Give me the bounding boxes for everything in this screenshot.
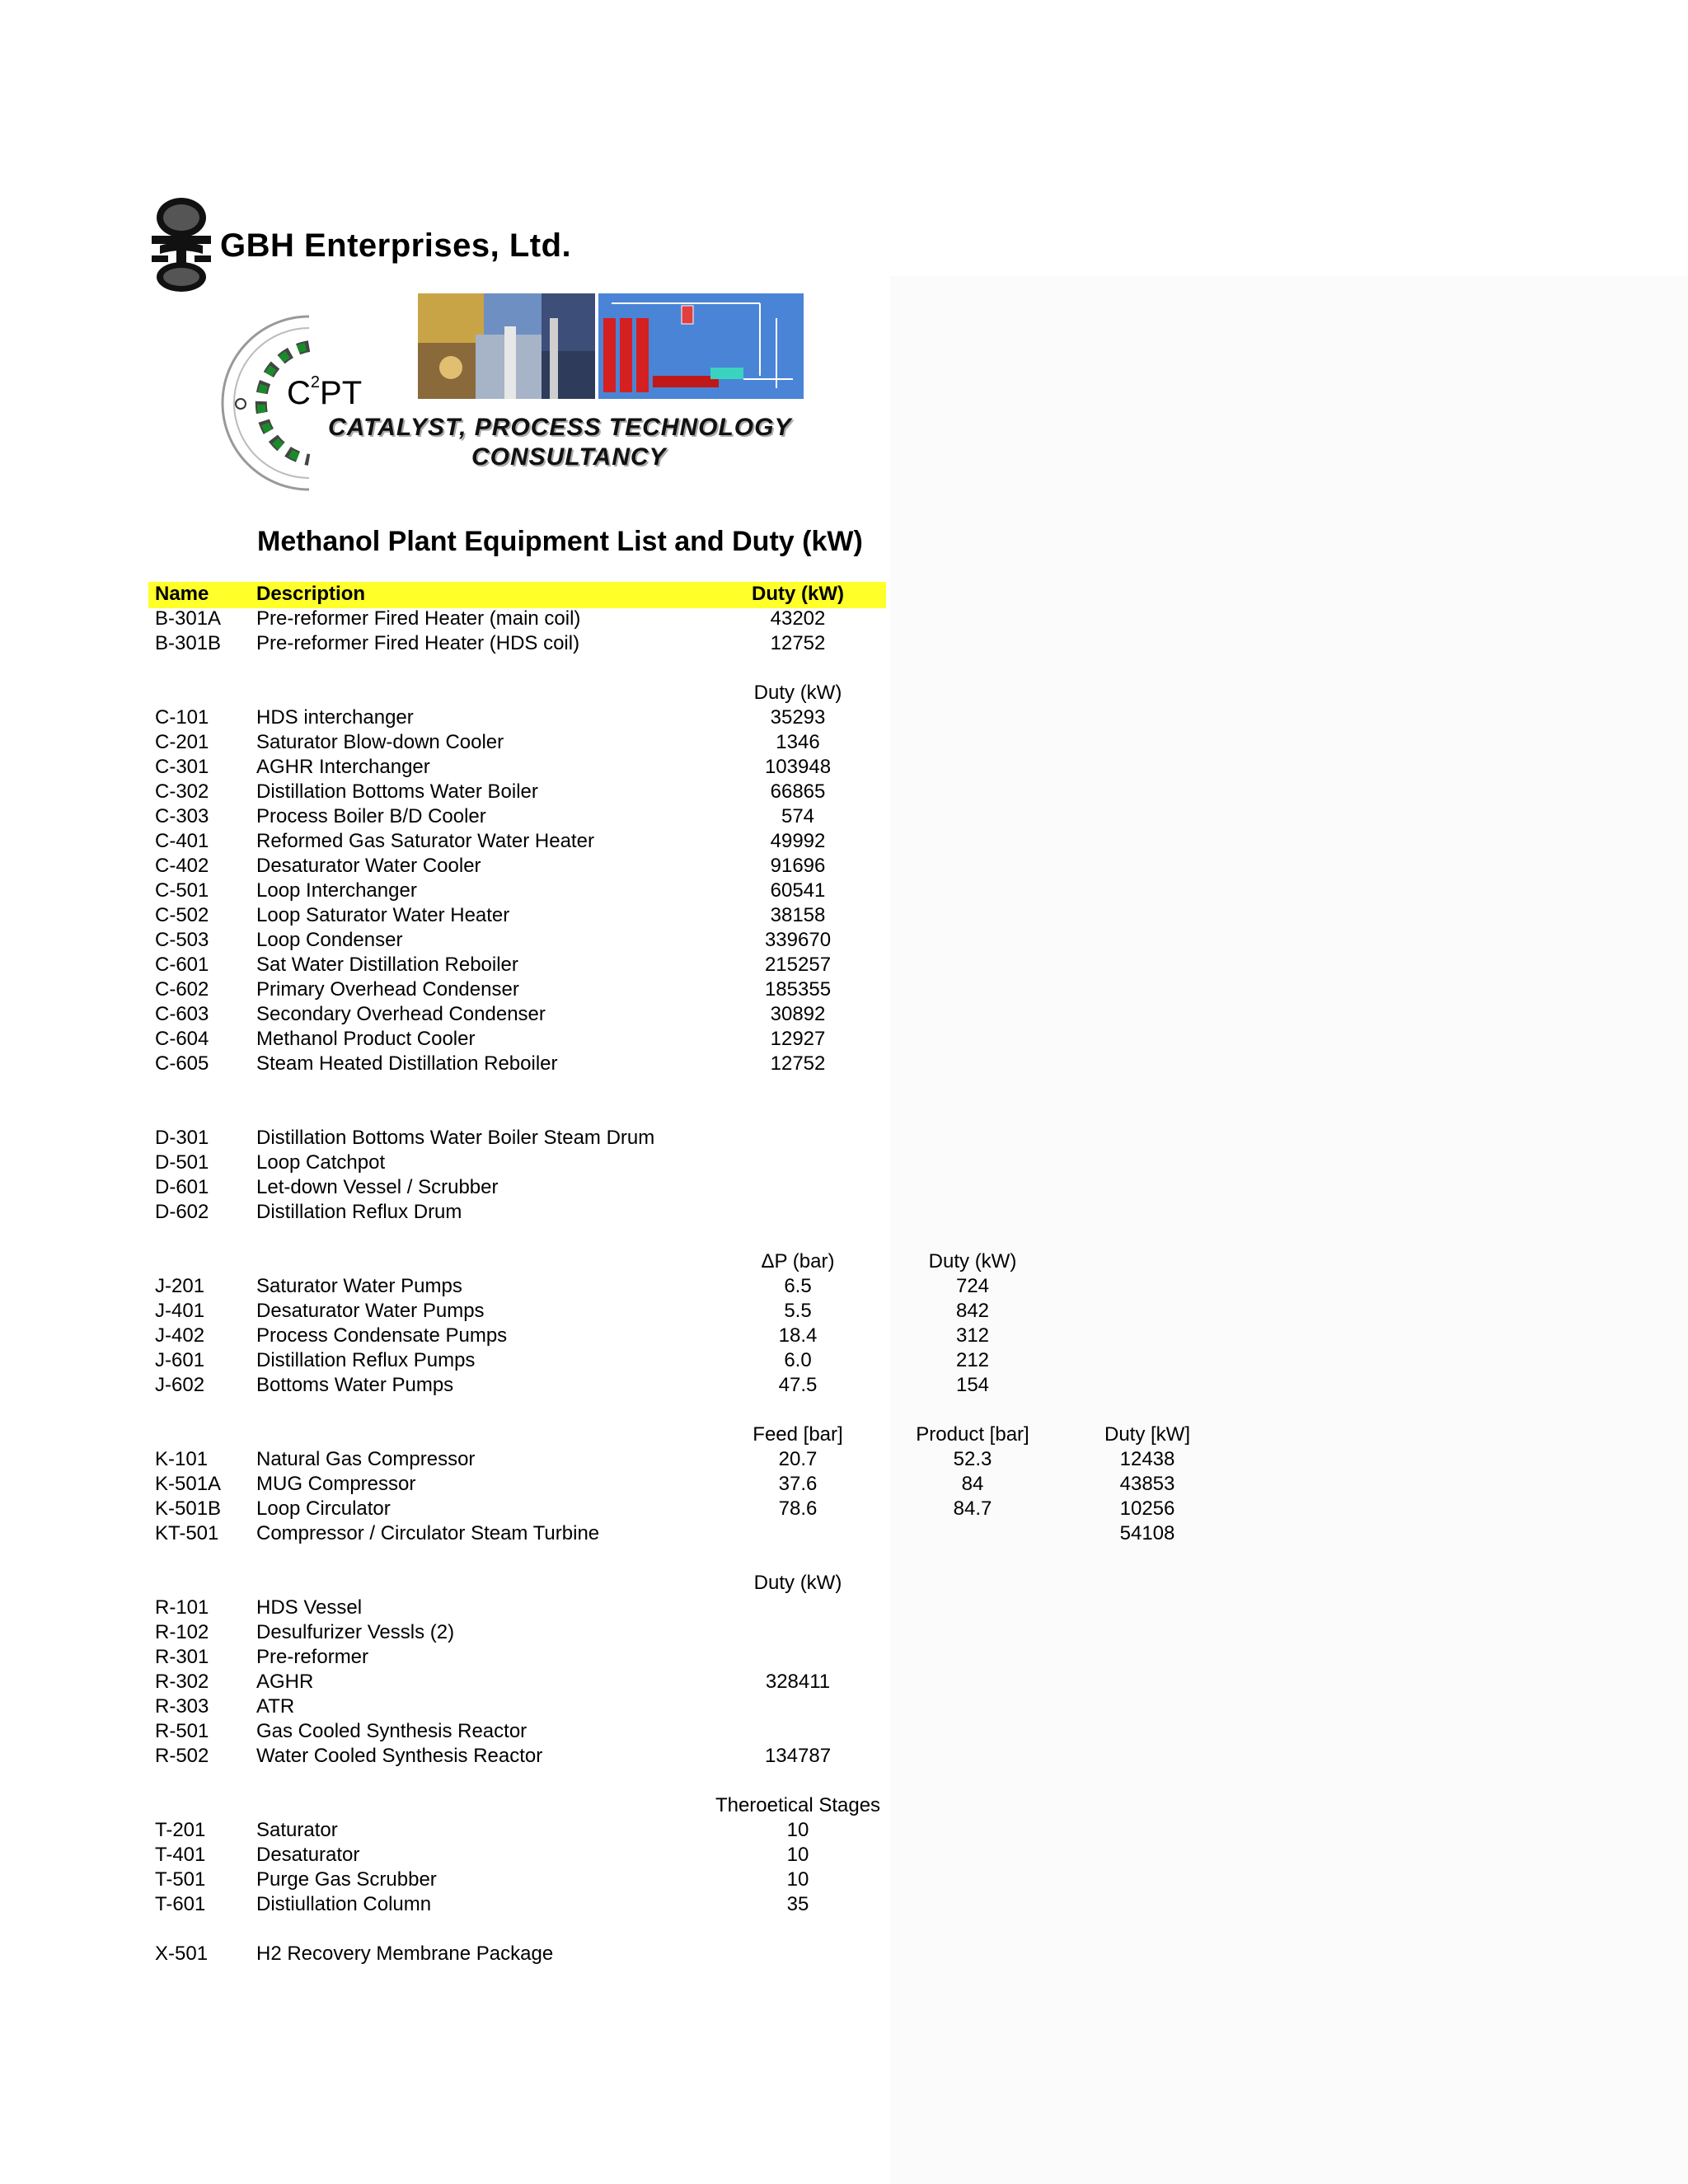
table-row-stages: 35 [786,1893,809,1915]
table-row-duty: 134787 [764,1745,832,1767]
process-schematic-image [595,293,804,399]
section-k-product-header: Product [bar] [916,1423,1029,1446]
table-row-feed: 37.6 [778,1473,818,1495]
section-j-duty-header: Duty (kW) [928,1250,1017,1272]
table-row-stages: 10 [786,1844,809,1866]
table-row-description: H2 Recovery Membrane Package [256,1943,554,1965]
table-row-name: D-301 [155,1127,209,1149]
table-row-duty: 54108 [1119,1522,1175,1544]
table-row-stages: 10 [786,1819,809,1841]
table-row-name: D-501 [155,1151,209,1174]
table-row-name: J-201 [155,1275,205,1297]
table-row-duty: 10256 [1119,1497,1175,1520]
table-row-name: C-401 [155,830,209,852]
table-row-name: B-301A [155,607,222,630]
table-row-feed: 78.6 [778,1497,818,1520]
table-row-feed: 20.7 [778,1448,818,1470]
table-row-description: MUG Compressor [256,1473,416,1495]
table-row-name: C-602 [155,978,209,1001]
table-row-description: Loop Circulator [256,1497,391,1520]
section-k-duty-header: Duty [kW] [1104,1423,1190,1446]
table-row-description: AGHR [256,1671,314,1693]
table-row-duty: 215257 [764,954,832,976]
table-row-duty: 60541 [770,879,826,902]
table-row-description: Distillation Bottoms Water Boiler Steam Drum [256,1127,655,1149]
table-row-duty: 12752 [770,1052,826,1075]
table-row-description: Loop Saturator Water Heater [256,904,510,926]
table-row-name: K-501A [155,1473,222,1495]
table-row-duty: 574 [781,805,815,827]
section-j-pressure-header: ΔP (bar) [761,1250,835,1272]
table-row-description: Sat Water Distillation Reboiler [256,954,518,976]
table-row-name: T-601 [155,1893,206,1915]
table-row-pressure: 47.5 [778,1374,818,1396]
table-row-name: J-402 [155,1324,205,1347]
table-row-description: Pre-reformer Fired Heater (main coil) [256,607,581,630]
table-row-name: C-503 [155,929,209,951]
table-row-description: Pre-reformer Fired Heater (HDS coil) [256,632,580,654]
table-row-name: J-602 [155,1374,205,1396]
table-row-description: Loop Condenser [256,929,403,951]
table-row-duty: 212 [955,1349,990,1371]
table-row-description: Desaturator Water Cooler [256,855,481,877]
column-header-description: Description [256,583,366,605]
table-row-duty: 43202 [770,607,826,630]
table-row-name: C-101 [155,706,209,729]
table-row-description: Gas Cooled Synthesis Reactor [256,1720,528,1742]
table-row-duty: 1346 [776,731,820,753]
table-row-description: Reformed Gas Saturator Water Heater [256,830,594,852]
table-row-name: J-601 [155,1349,205,1371]
table-row-name: C-303 [155,805,209,827]
table-row-name: R-101 [155,1596,209,1619]
table-row-description: Process Condensate Pumps [256,1324,508,1347]
table-row-description: Methanol Product Cooler [256,1028,476,1050]
table-row-description: Bottoms Water Pumps [256,1374,454,1396]
table-row-product: 84.7 [953,1497,992,1520]
table-row-stages: 10 [786,1868,809,1891]
section-t-stages-header: Theroetical Stages [715,1794,881,1816]
c2pt-logo-text: $C^2PT$ [287,373,363,411]
table-row-description: Saturator Water Pumps [256,1275,462,1297]
column-header-duty: Duty (kW) [752,583,844,605]
table-row-pressure: 5.5 [784,1300,812,1322]
table-row-name: D-601 [155,1176,209,1198]
table-row-name: X-501 [155,1943,209,1965]
table-row-description: Loop Interchanger [256,879,417,902]
table-row-duty: 91696 [770,855,826,877]
section-r-duty-header: Duty (kW) [753,1572,842,1594]
table-row-description: Distillation Reflux Drum [256,1201,462,1223]
table-row-description: Secondary Overhead Condenser [256,1003,546,1025]
page-shade [890,276,1688,2184]
table-row-description: Purge Gas Scrubber [256,1868,437,1891]
table-row-description: Loop Catchpot [256,1151,386,1174]
table-row-name: B-301B [155,632,222,654]
table-row-name: C-605 [155,1052,209,1075]
table-row-name: C-402 [155,855,209,877]
table-row-description: Distillation Bottoms Water Boiler [256,780,538,803]
table-row-name: C-604 [155,1028,209,1050]
table-row-description: Natural Gas Compressor [256,1448,476,1470]
table-row-description: Steam Heated Distillation Reboiler [256,1052,558,1075]
table-row-duty: 185355 [764,978,832,1001]
table-row-description: Water Cooled Synthesis Reactor [256,1745,543,1767]
table-row-name: KT-501 [155,1522,219,1544]
table-row-description: Pre-reformer [256,1646,369,1668]
table-row-duty: 49992 [770,830,826,852]
company-name: GBH Enterprises, Ltd. [220,227,572,264]
table-row-duty: 66865 [770,780,826,803]
table-row-name: C-302 [155,780,209,803]
table-row-name: D-602 [155,1201,209,1223]
table-row-duty: 154 [955,1374,990,1396]
table-row-description: Let-down Vessel / Scrubber [256,1176,499,1198]
table-row-name: C-502 [155,904,209,926]
table-row-duty: 328411 [765,1671,831,1693]
table-row-pressure: 6.5 [784,1275,812,1297]
table-row-description: Saturator Blow-down Cooler [256,731,504,753]
column-header-name: Name [155,583,209,605]
table-row-description: Compressor / Circulator Steam Turbine [256,1522,600,1544]
consultancy-line-1: CATALYST, PROCESS TECHNOLOGY [328,414,792,441]
table-row-description: Desaturator Water Pumps [256,1300,485,1322]
table-row-duty: 12752 [770,632,826,654]
table-row-description: ATR [256,1695,295,1718]
table-row-name: C-301 [155,756,209,778]
table-row-duty: 12438 [1119,1448,1175,1470]
table-row-name: R-302 [155,1671,209,1693]
table-row-name: R-102 [155,1621,209,1643]
table-row-duty: 30892 [770,1003,826,1025]
table-row-description: HDS interchanger [256,706,414,729]
table-row-name: J-401 [155,1300,205,1322]
table-row-pressure: 18.4 [778,1324,818,1347]
table-row-description: HDS Vessel [256,1596,363,1619]
table-row-description: Process Boiler B/D Cooler [256,805,486,827]
table-row-name: C-501 [155,879,209,902]
table-row-description: Distillation Reflux Pumps [256,1349,476,1371]
table-row-name: T-401 [155,1844,206,1866]
table-row-duty: 724 [955,1275,990,1297]
table-row-duty: 842 [955,1300,990,1322]
table-row-description: Saturator [256,1819,338,1841]
table-row-description: AGHR Interchanger [256,756,430,778]
table-row-product: 52.3 [953,1448,992,1470]
table-row-duty: 38158 [770,904,826,926]
table-row-name: T-201 [155,1819,206,1841]
table-row-duty: 35293 [770,706,826,729]
table-row-name: R-301 [155,1646,209,1668]
table-row-name: R-502 [155,1745,209,1767]
table-row-duty: 43853 [1119,1473,1175,1495]
table-row-name: C-601 [155,954,209,976]
table-row-name: T-501 [155,1868,206,1891]
table-row-duty: 312 [955,1324,990,1347]
table-row-duty: 12927 [770,1028,826,1050]
table-row-description: Desaturator [256,1844,360,1866]
table-row-name: K-101 [155,1448,209,1470]
table-row-name: K-501B [155,1497,222,1520]
table-row-description: Primary Overhead Condenser [256,978,519,1001]
table-row-name: R-501 [155,1720,209,1742]
table-row-duty: 339670 [764,929,832,951]
plant-photos-image [418,293,595,399]
document-title: Methanol Plant Equipment List and Duty (kW) [257,526,863,557]
table-row-name: C-603 [155,1003,209,1025]
table-row-duty: 103948 [764,756,832,778]
gbh-logo-icon [148,196,216,293]
section-k-feed-header: Feed [bar] [753,1423,843,1446]
table-row-name: C-201 [155,731,209,753]
table-row-name: R-303 [155,1695,209,1718]
section-c-duty-header: Duty (kW) [753,682,842,704]
table-row-product: 84 [961,1473,984,1495]
table-row-pressure: 6.0 [784,1349,812,1371]
consultancy-line-2: CONSULTANCY [471,443,667,471]
table-row-description: Desulfurizer Vessls (2) [256,1621,455,1643]
table-row-description: Distiullation Column [256,1893,432,1915]
